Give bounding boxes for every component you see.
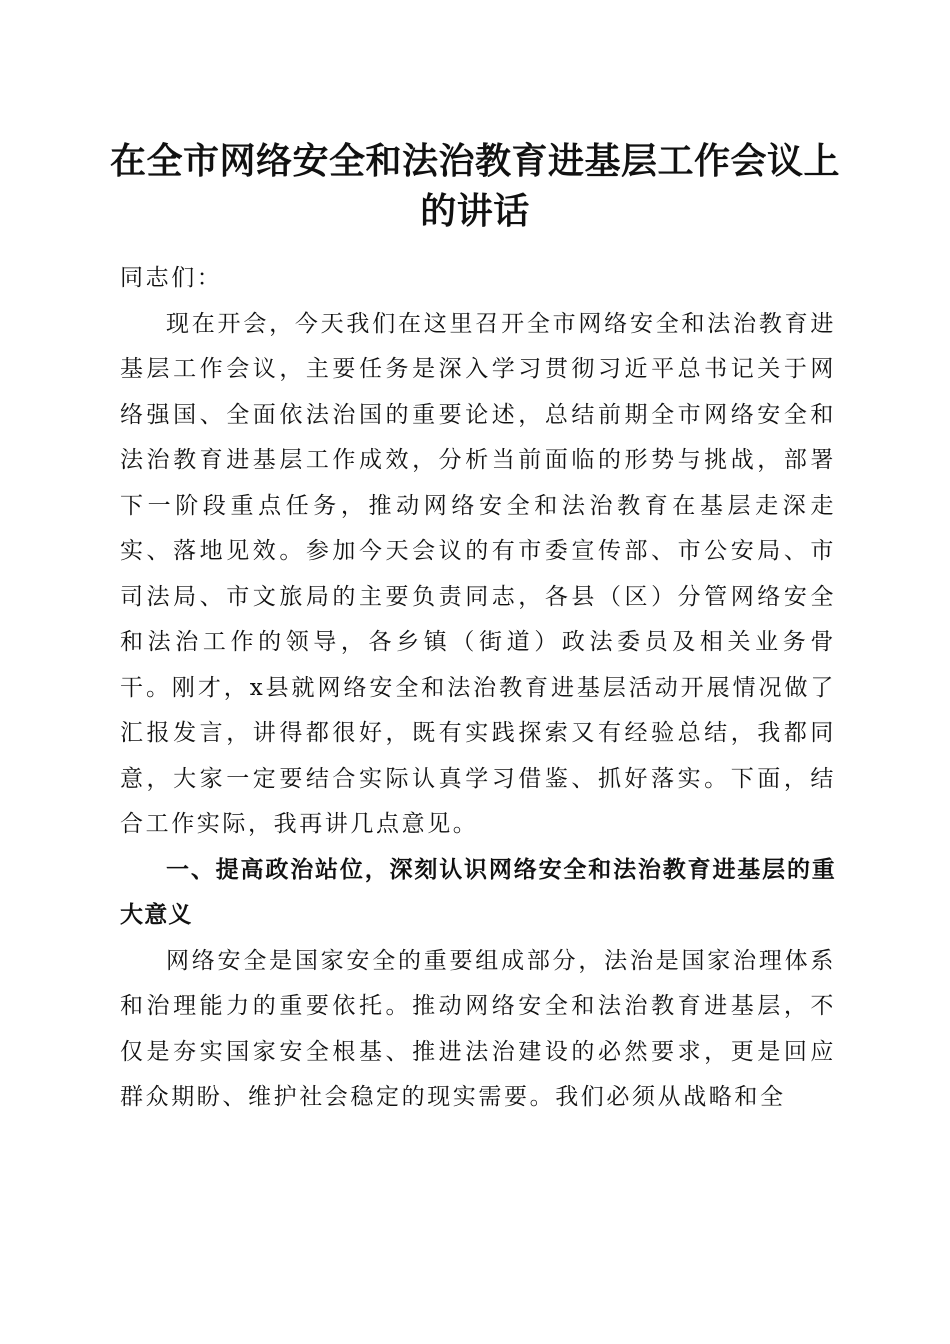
section-paragraph: 网络安全是国家安全的重要组成部分，法治是国家治理体系和治理能力的重要依托。推动网络安全和法治教育进基层，不仅是夯实国家安全根基、推进法治建设的必然要求，更是回应群众期盼、维护社会稳定的现实需要。我们必须从战略和全 [120,947,836,1110]
intro-paragraph: 现在开会，今天我们在这里召开全市网络安全和法治教育进基层工作会议，主要任务是深入学习贯彻习近平总书记关于网络强国、全面依法治国的重要论述，总结前期全市网络安全和法治教育进基层工作成效，分析当前面临的形势与挑战，部署下一阶段重点任务，推动网络安全和法治教育在基层走深走实、落地见效。参加今天会议的有市委宣传部、市公安局、市司法局、市文旅局的主要负责同志，各县（区）分管网络安全和法治工作的领导，各乡镇（街道）政法委员及相关业务骨干。刚才，x县就网络安全和法治教育进基层活动开展情况做了汇报发言，讲得都很好，既有实践探索又有经验总结，我都同意，大家一定要结合实际认真学习借鉴、抓好落实。下面，结合工作实际，我再讲几点意见。 [120,310,836,837]
document-title: 在全市网络安全和法治教育进基层工作会议上的讲话 [110,140,841,232]
greeting: 同志们： [120,265,223,291]
document-body [120,256,836,1121]
section-heading: 一、提高政治站位，深刻认识网络安全和法治教育进基层的重大意义 [120,856,836,928]
